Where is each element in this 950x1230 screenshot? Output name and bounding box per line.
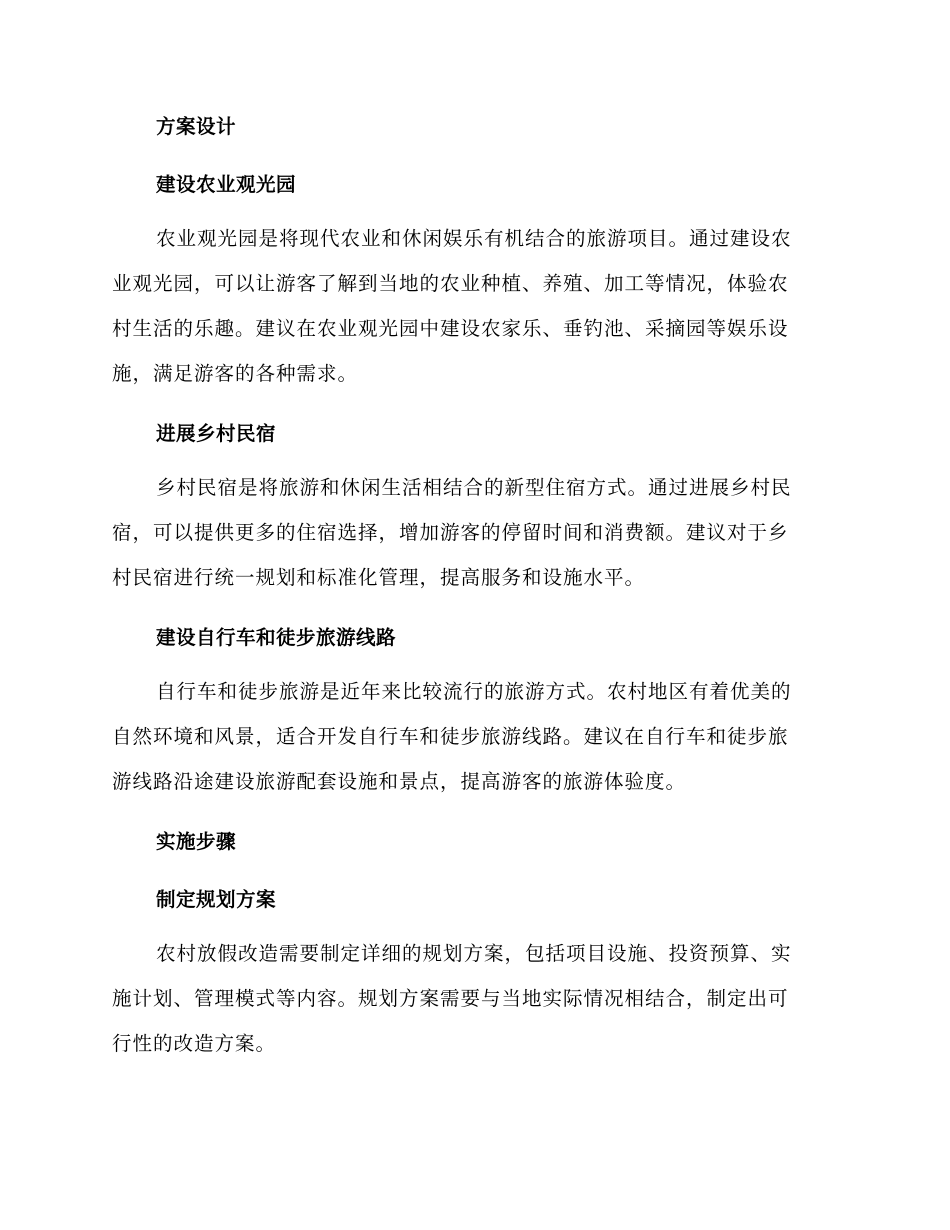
paragraph-agri-park <box>112 216 828 396</box>
paragraph-line: 施计划、管理模式等内容。规划方案需要与当地实际情况相结合，制定出可 <box>112 987 789 1010</box>
paragraph-line: 行性的改造方案。 <box>112 1032 277 1055</box>
paragraph-planning-scheme <box>112 931 828 1066</box>
paragraph-line: 业观光园，可以让游客了解到当地的农业种植、养殖、加工等情况，体验农 <box>112 272 789 295</box>
paragraph-line: 村生活的乐趣。建议在农业观光园中建设农家乐、垂钓池、采摘园等娱乐设 <box>112 317 789 340</box>
section-heading-plan-design: 方案设计 <box>156 115 237 138</box>
paragraph-bike-hiking-routes <box>112 669 828 804</box>
paragraph-line: 施，满足游客的各种需求。 <box>112 362 359 385</box>
paragraph-line: 自行车和徒步旅游是近年来比较流行的旅游方式。农村地区有着优美的 <box>156 680 792 703</box>
paragraph-line: 游线路沿途建设旅游配套设施和景点，提高游客的旅游体验度。 <box>112 770 687 793</box>
paragraph-line: 农村放假改造需要制定详细的规划方案，包括项目设施、投资预算、实 <box>156 942 792 965</box>
section-heading-implementation-steps: 实施步骤 <box>156 830 237 853</box>
subheading-planning-scheme: 制定规划方案 <box>156 888 277 911</box>
paragraph-line: 宿，可以提供更多的住宿选择，增加游客的停留时间和消费额。建议对于乡 <box>112 521 789 544</box>
subheading-rural-homestay: 进展乡村民宿 <box>156 422 277 445</box>
paragraph-line: 自然环境和风景，适合开发自行车和徒步旅游线路。建议在自行车和徒步旅 <box>112 725 789 748</box>
subheading-agri-park: 建设农业观光园 <box>156 173 297 196</box>
paragraph-line: 农业观光园是将现代农业和休闲娱乐有机结合的旅游项目。通过建设农 <box>156 227 792 250</box>
paragraph-line: 村民宿进行统一规划和标准化管理，提高服务和设施水平。 <box>112 566 646 589</box>
paragraph-line: 乡村民宿是将旅游和休闲生活相结合的新型住宿方式。通过进展乡村民 <box>156 476 792 499</box>
subheading-bike-hiking-routes: 建设自行车和徒步旅游线路 <box>156 626 397 649</box>
paragraph-rural-homestay <box>112 465 828 600</box>
